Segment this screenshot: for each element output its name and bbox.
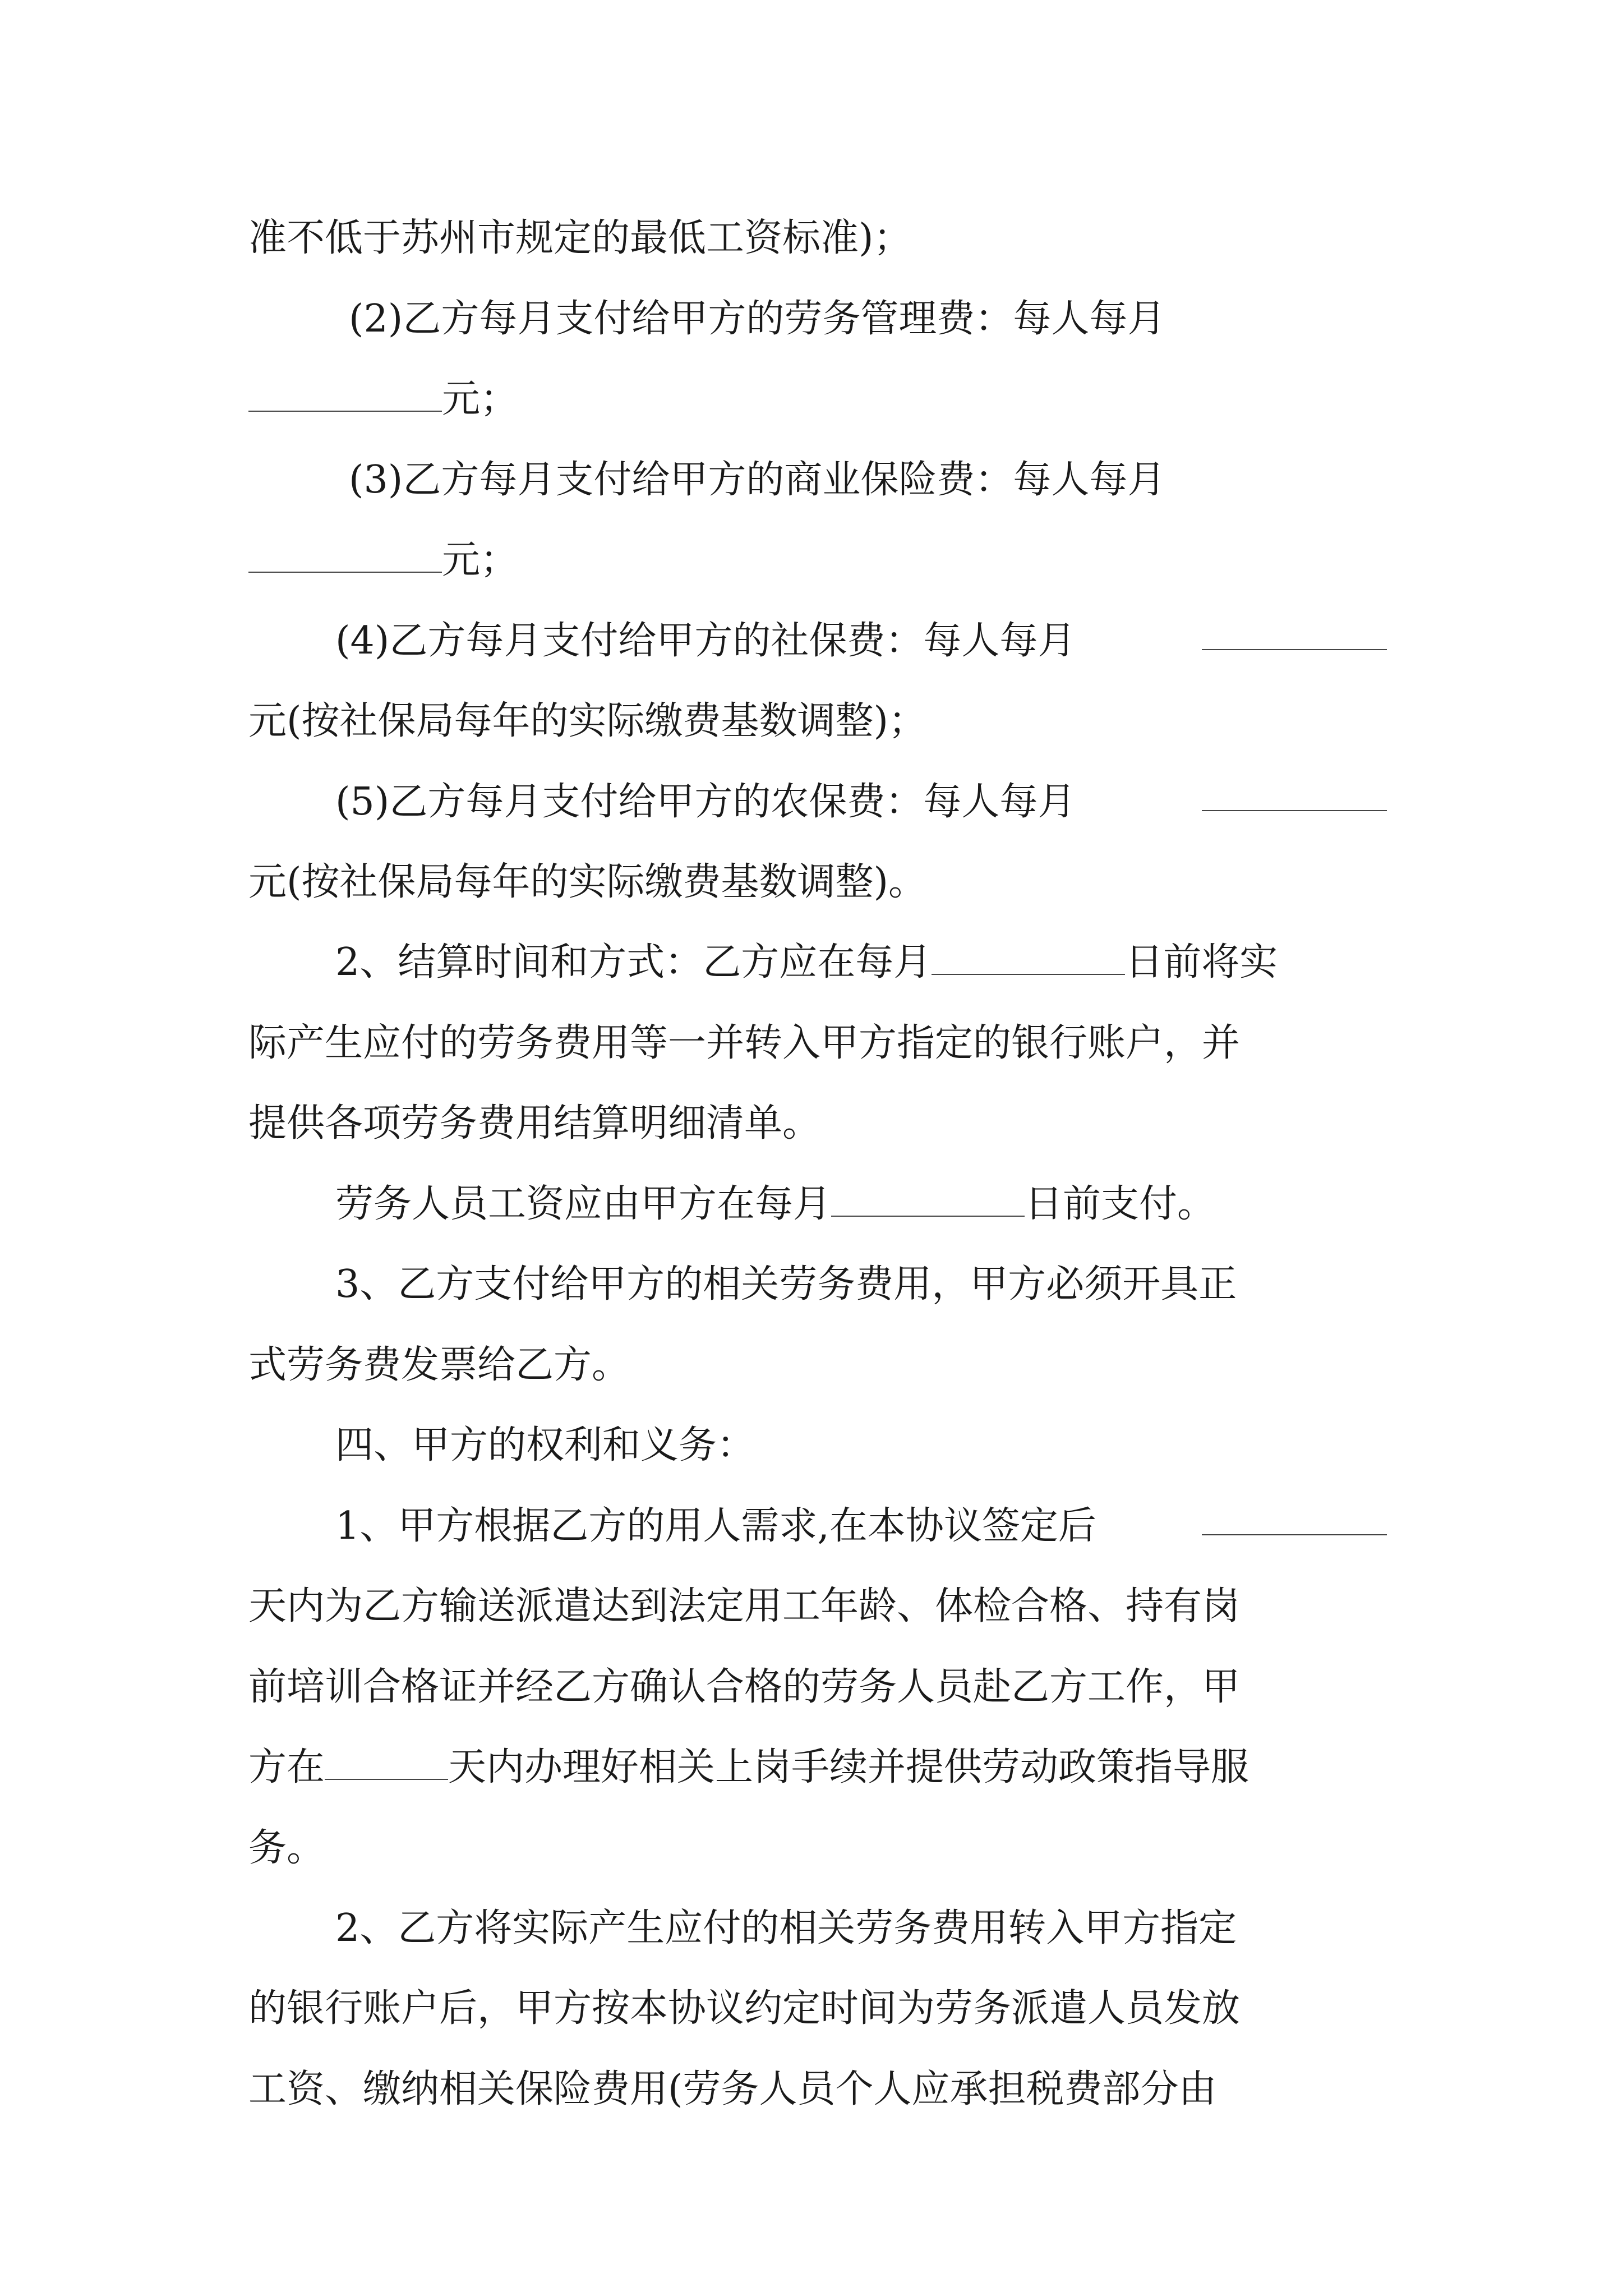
- fill-in-blank[interactable]: [248, 537, 442, 573]
- text-segment: 日前支付。: [1025, 1182, 1216, 1226]
- text-segment: 式劳务费发票给乙方。: [248, 1343, 630, 1387]
- text-segment: 四、甲方的权利和义务：: [335, 1423, 755, 1467]
- text-segment: 工资、缴纳相关保险费用(劳务人员个人应承担税费部分由: [248, 2067, 1217, 2111]
- text-segment: 天内办理好相关上岗手续并提供劳动政策指导服: [448, 1745, 1249, 1789]
- fill-in-blank[interactable]: [1202, 775, 1387, 811]
- text-segment: 提供各项劳务费用结算明细清单。: [248, 1101, 821, 1145]
- text-segment: 2、结算时间和方式：乙方应在每月: [335, 940, 932, 984]
- text-segment: 2、乙方将实际产生应付的相关劳务费用转入甲方指定: [335, 1906, 1237, 1950]
- text-line: [248, 1338, 1387, 1392]
- text-segment: 元；: [442, 538, 519, 582]
- fill-in-blank[interactable]: [248, 376, 442, 412]
- text-line: [248, 1821, 1387, 1875]
- text-segment: 务。: [248, 1826, 325, 1870]
- text-line: [248, 372, 1387, 426]
- text-line: [248, 855, 1387, 909]
- text-line: [248, 2063, 1387, 2116]
- text-segment: 天内为乙方输送派遣达到法定用工年龄、体检合格、持有岗: [248, 1584, 1241, 1628]
- text-segment: 3、乙方支付给甲方的相关劳务费用，甲方必须开具正: [335, 1262, 1237, 1306]
- text-line: [335, 936, 1387, 990]
- text-line: [335, 1499, 1387, 1553]
- text-segment: 准不低于苏州市规定的最低工资标准)；: [248, 216, 912, 260]
- text-line: [349, 453, 1387, 507]
- text-line: [335, 614, 1387, 668]
- text-line: [335, 1258, 1387, 1312]
- text-segment: 1、甲方根据乙方的用人需求,在本协议签定后: [335, 1504, 1096, 1548]
- fill-in-blank[interactable]: [932, 939, 1125, 975]
- text-segment: 元；: [442, 377, 519, 421]
- text-line: [335, 1902, 1387, 1955]
- text-segment: 日前将实: [1125, 940, 1278, 984]
- text-segment: 的银行账户后，甲方按本协议约定时间为劳务派遣人员发放: [248, 1986, 1241, 2031]
- text-segment: (5)乙方每月支付给甲方的农保费：每人每月: [335, 780, 1076, 824]
- text-segment: 前培训合格证并经乙方确认合格的劳务人员赴乙方工作，甲: [248, 1665, 1241, 1709]
- text-line: [335, 775, 1387, 829]
- text-line: [349, 292, 1387, 346]
- text-line: [248, 1660, 1387, 1714]
- text-line: [248, 1982, 1387, 2036]
- text-segment: (2)乙方每月支付给甲方的劳务管理费：每人每月: [349, 297, 1166, 341]
- text-segment: 际产生应付的劳务费用等一并转入甲方指定的银行账户，并: [248, 1021, 1241, 1065]
- text-segment: (4)乙方每月支付给甲方的社保费：每人每月: [335, 619, 1076, 663]
- fill-in-blank[interactable]: [1202, 1499, 1387, 1535]
- text-segment: 方在: [248, 1745, 325, 1789]
- text-line: [248, 1016, 1387, 1070]
- text-line: [248, 1097, 1387, 1151]
- text-line: [248, 533, 1387, 587]
- text-segment: 元(按社保局每年的实际缴费基数调整)；: [248, 699, 927, 743]
- text-line: [335, 1177, 1387, 1231]
- fill-in-blank[interactable]: [1202, 614, 1387, 650]
- text-line: [248, 211, 1387, 265]
- section-heading: [335, 1419, 1387, 1473]
- text-segment: 元(按社保局每年的实际缴费基数调整)。: [248, 860, 927, 904]
- text-line: [248, 1741, 1387, 1795]
- text-segment: (3)乙方每月支付给甲方的商业保险费：每人每月: [349, 458, 1166, 502]
- text-line: [248, 694, 1387, 748]
- fill-in-blank[interactable]: [325, 1744, 448, 1780]
- text-segment: 劳务人员工资应由甲方在每月: [335, 1182, 832, 1226]
- fill-in-blank[interactable]: [831, 1181, 1025, 1217]
- text-line: [248, 1580, 1387, 1634]
